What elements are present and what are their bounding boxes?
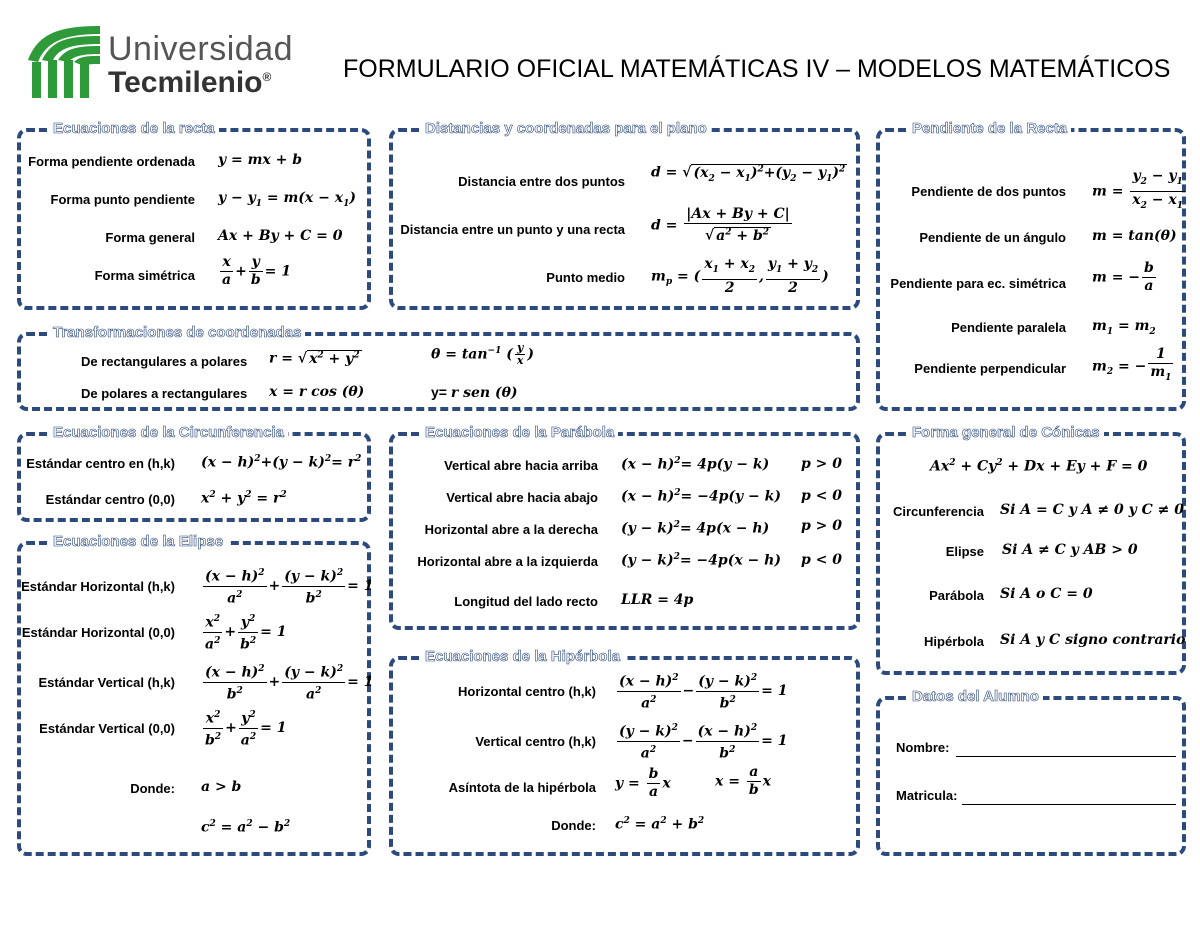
label-asintota: Asíntota de la hipérbola	[448, 780, 596, 795]
label-simetrica: Forma simétrica	[94, 268, 195, 283]
logo-arches-icon	[28, 22, 104, 100]
formula-general-conicas: $Ax^2 + Cy^2 + Dx + Ey + F = 0$	[930, 458, 1148, 475]
formula-vert-hk: $\frac{(x - h)^2}{b^2}$ + $\frac{(y - k)^2}{a^2}$ = 1	[201, 661, 373, 703]
box-title: Forma general de Cónicas	[908, 424, 1104, 441]
label-centro-00: Estándar centro (0,0)	[45, 492, 175, 507]
formula-dos-puntos: m = $\frac{y_2 - y_1}{x_2 - x_1}$	[1092, 168, 1184, 211]
formula-izquierda: $(y - k)^2= -4p(x - h)$	[621, 552, 781, 569]
label-rect-polar: De rectangulares a polares	[81, 354, 248, 369]
cond-izquierda: p < 0	[801, 552, 843, 568]
matricula-field[interactable]	[962, 788, 1176, 805]
box-transformaciones	[17, 324, 860, 411]
box-title: Ecuaciones de la Parábola	[421, 424, 618, 441]
box-alumno	[876, 688, 1186, 856]
box-title: Transformaciones de coordenadas	[49, 324, 305, 341]
label-donde: Donde:	[130, 781, 175, 796]
university-logo	[28, 22, 298, 102]
formula-general: Ax + By + C = 0	[218, 228, 343, 244]
cond-abajo: p < 0	[801, 488, 843, 504]
label-punto-medio: Punto medio	[546, 270, 625, 285]
label-centro-hk: Estándar centro en (h,k)	[26, 456, 175, 471]
formula-abajo: $(x - h)^2= -4p(y - k)$	[621, 488, 781, 505]
label-vert: Vertical centro (h,k)	[475, 734, 596, 749]
box-title: Ecuaciones de la Hipérbola	[421, 648, 624, 665]
label-izquierda: Horizontal abre a la izquierda	[417, 554, 598, 569]
formula-lado-recto: LLR = 4p	[621, 592, 694, 608]
formula-hiper-vert: $\frac{(y - k)^2}{a^2}$ − $\frac{(x - h)^2}{b^2}$ = 1	[615, 720, 787, 762]
label-general: Forma general	[105, 230, 195, 245]
cond-hiperbola: Si A y C signo contrario	[1000, 632, 1186, 648]
box-distancias	[389, 120, 860, 310]
page-title: FORMULARIO OFICIAL MATEMÁTICAS IV – MODELOS MATEMÁTICOS	[343, 55, 1171, 83]
box-conicas	[876, 424, 1186, 675]
label-hiperbola: Hipérbola	[924, 634, 984, 649]
box-pendiente	[876, 120, 1186, 411]
logo-line2: Tecmilenio®	[108, 66, 272, 99]
label-punto-pendiente: Forma punto pendiente	[50, 192, 195, 207]
formula-distancia-recta: d = $\frac{|Ax + By + C|}{√ a^2 + b^2}$	[651, 206, 790, 244]
label-lado-recto: Longitud del lado recto	[454, 594, 598, 609]
box-circunferencia	[17, 424, 371, 522]
formula-asintota-2: x = $\frac{a}{b}$ x	[715, 764, 771, 798]
label-parabola: Parábola	[929, 588, 984, 603]
label-angulo: Pendiente de un ángulo	[919, 230, 1066, 245]
formula-horiz-00: $\frac{x^2}{a^2}$ + $\frac{y^2}{b^2}$ = 1	[201, 611, 287, 653]
formula-distancia-puntos: d = √ $(x_2 - x_1)^2+(y_2 - y_1)^2$	[651, 164, 846, 184]
formula-derecha: $(y - k)^2= 4p(x - h)$	[621, 520, 770, 537]
label-simetrica: Pendiente para ec. simétrica	[890, 276, 1066, 291]
formula-simetrica: $\frac{x}{a}$ + $\frac{y}{b}$ = 1	[222, 254, 291, 288]
label-donde: Donde:	[551, 818, 596, 833]
cond-parabola: Si A o C = 0	[1000, 586, 1093, 602]
label-horiz-hk: Estándar Horizontal (h,k)	[21, 579, 175, 594]
label-derecha: Horizontal abre a la derecha	[424, 522, 598, 537]
cond-circunferencia: Si A = C y A ≠ 0 y C ≠ 0	[1000, 502, 1184, 518]
label-vert-hk: Estándar Vertical (h,k)	[38, 675, 175, 690]
cond-derecha: p > 0	[801, 518, 843, 534]
formula-vert-00: $\frac{x^2}{b^2}$ + $\frac{y^2}{a^2}$ = 1	[201, 707, 287, 749]
cond-arriba: p > 0	[801, 456, 843, 472]
box-title: Distancias y coordenadas para el plano	[421, 120, 711, 137]
formula-simetrica: m = − $\frac{b}{a}$	[1092, 260, 1154, 294]
formula-hiper-horiz: $\frac{(x - h)^2}{a^2}$ − $\frac{(y - k)^2}{b^2}$ = 1	[615, 670, 787, 712]
box-elipse	[17, 533, 374, 856]
label-circunferencia: Circunferencia	[892, 504, 984, 519]
formula-x: x = r cos (θ)	[269, 384, 365, 400]
formula-circ-00: $x^2 + y^2 = r^2$	[201, 490, 287, 507]
formula-paralela: $m_1 = m_2$	[1092, 318, 1156, 337]
label-pendiente-ordenada: Forma pendiente ordenada	[28, 154, 195, 169]
formula-y: y= r sen (θ)	[431, 384, 518, 401]
box-title: Datos del Alumno	[908, 688, 1043, 705]
formula-a-gt-b: a > b	[201, 779, 242, 795]
label-matricula: Matricula:	[896, 788, 958, 803]
formula-c-hiperbola: $c^2 = a^2 + b^2$	[615, 816, 705, 833]
cond-elipse: Si A ≠ C y AB > 0	[1002, 542, 1138, 558]
label-horiz-00: Estándar Horizontal (0,0)	[21, 625, 175, 640]
formula-punto-medio: $m_p$ = ( $\frac{x_1 + x_2}{2}$ , $\frac{y_1 + y_2}{2}$ )	[651, 256, 829, 296]
box-title: Ecuaciones de la Elipse	[49, 533, 227, 550]
formula-asintota-1: y = $\frac{b}{a}$ x	[615, 766, 671, 800]
label-vert-00: Estándar Vertical (0,0)	[39, 721, 175, 736]
label-nombre: Nombre:	[896, 740, 950, 755]
label-polar-rect: De polares a rectangulares	[81, 386, 248, 401]
box-recta	[17, 120, 371, 310]
box-title: Pendiente de la Recta	[908, 120, 1071, 137]
label-punto-recta: Distancia entre un punto y una recta	[400, 222, 625, 237]
nombre-field[interactable]	[956, 740, 1176, 757]
label-perpendicular: Pendiente perpendicular	[914, 361, 1066, 376]
formula-arriba: $(x - h)^2= 4p(y - k)$	[621, 456, 770, 473]
formula-punto-pendiente: $y - y_1 = m(x - x_1)$	[218, 190, 356, 209]
formula-r: r = √ $x^2 + y^2$	[269, 350, 360, 367]
label-horiz: Horizontal centro (h,k)	[458, 684, 596, 699]
formula-c-elipse: $c^2 = a^2 - b^2$	[201, 819, 291, 836]
label-entre-puntos: Distancia entre dos puntos	[458, 174, 625, 189]
label-abajo: Vertical abre hacia abajo	[446, 490, 598, 505]
formula-theta: $\theta = \tan^{-1}$ ( $\frac{y}{x}$ )	[431, 341, 535, 367]
formula-horiz-hk: $\frac{(x - h)^2}{a^2}$ + $\frac{(y - k)^2}{b^2}$ = 1	[201, 565, 373, 607]
formula-angulo: m = tan(θ)	[1092, 228, 1177, 244]
label-dos-puntos: Pendiente de dos puntos	[911, 184, 1066, 199]
label-elipse: Elipse	[945, 544, 984, 559]
box-title: Ecuaciones de la recta	[49, 120, 219, 137]
formula-perpendicular: $m_2$ = − $\frac{1}{m_1}$	[1092, 346, 1172, 383]
label-paralela: Pendiente paralela	[951, 320, 1066, 335]
label-arriba: Vertical abre hacia arriba	[444, 458, 598, 473]
box-parabola	[389, 424, 860, 630]
box-title: Ecuaciones de la Circunferencia	[49, 424, 288, 441]
logo-line1: Universidad	[108, 30, 294, 68]
box-hiperbola	[389, 648, 860, 856]
formula-circ-hk: $(x - h)^2+(y - k)^2= r^2$	[201, 454, 362, 471]
formula-pendiente-ordenada: y = mx + b	[218, 152, 303, 168]
